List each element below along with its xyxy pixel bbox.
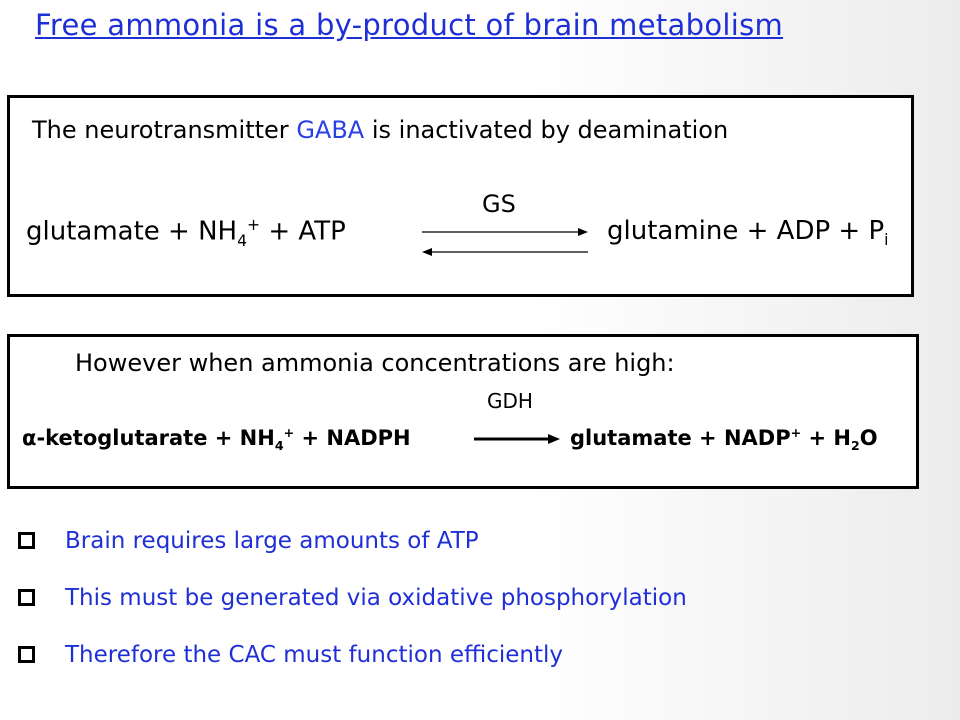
gdh-product-c: O bbox=[859, 426, 878, 450]
nh4-subscript-2: 4 bbox=[274, 438, 284, 454]
list-item bbox=[18, 626, 687, 683]
slide-title: Free ammonia is a by-product of brain metabolism bbox=[35, 8, 784, 42]
pi-subscript: i bbox=[884, 231, 889, 250]
gdh-reactant-a: -ketoglutarate + NH bbox=[36, 426, 275, 450]
gdh-product-a: glutamate + NADP bbox=[570, 426, 791, 450]
gdh-enzyme-label: GDH bbox=[487, 389, 533, 413]
gs-reactant-a: glutamate + NH bbox=[26, 216, 238, 247]
square-bullet-icon bbox=[18, 646, 35, 663]
gs-reactants bbox=[26, 216, 346, 250]
forward-arrow-icon bbox=[474, 433, 560, 445]
nh4-superscript-2: + bbox=[283, 425, 295, 440]
bullet-text: This must be generated via oxidative phosphorylation bbox=[65, 584, 687, 611]
gs-reaction-box bbox=[7, 95, 914, 297]
square-bullet-icon bbox=[18, 589, 35, 606]
gaba-highlight: GABA bbox=[296, 116, 365, 144]
h2o-subscript: 2 bbox=[850, 438, 860, 454]
gs-enzyme-label: GS bbox=[482, 190, 516, 218]
reversible-arrow-icon bbox=[420, 226, 590, 260]
bullet-text: Brain requires large amounts of ATP bbox=[65, 527, 479, 554]
gs-reactant-b: + ATP bbox=[260, 216, 346, 247]
nh4-superscript: + bbox=[247, 216, 261, 234]
nh4-subscript: 4 bbox=[237, 231, 248, 250]
bullet-text: Therefore the CAC must function efficiently bbox=[65, 641, 564, 668]
gdh-reactants bbox=[22, 425, 411, 453]
high-ammonia-statement: However when ammonia concentrations are high: bbox=[75, 349, 675, 377]
list-item bbox=[18, 512, 687, 569]
gdh-reaction-box bbox=[7, 334, 919, 489]
gaba-statement bbox=[32, 116, 728, 144]
gdh-products bbox=[570, 425, 878, 453]
list-item bbox=[18, 569, 687, 626]
gs-product-a: glutamine + ADP + P bbox=[607, 216, 885, 246]
gs-products bbox=[607, 216, 889, 249]
square-bullet-icon bbox=[18, 532, 35, 549]
bullet-list bbox=[18, 512, 687, 683]
nadp-superscript: + bbox=[790, 425, 802, 440]
alpha-symbol: α bbox=[22, 426, 37, 450]
gdh-reactant-b: + NADPH bbox=[294, 426, 411, 450]
gaba-statement-post: is inactivated by deamination bbox=[364, 116, 729, 144]
gdh-product-b: + H bbox=[801, 426, 851, 450]
gaba-statement-pre: The neurotransmitter bbox=[32, 116, 297, 144]
